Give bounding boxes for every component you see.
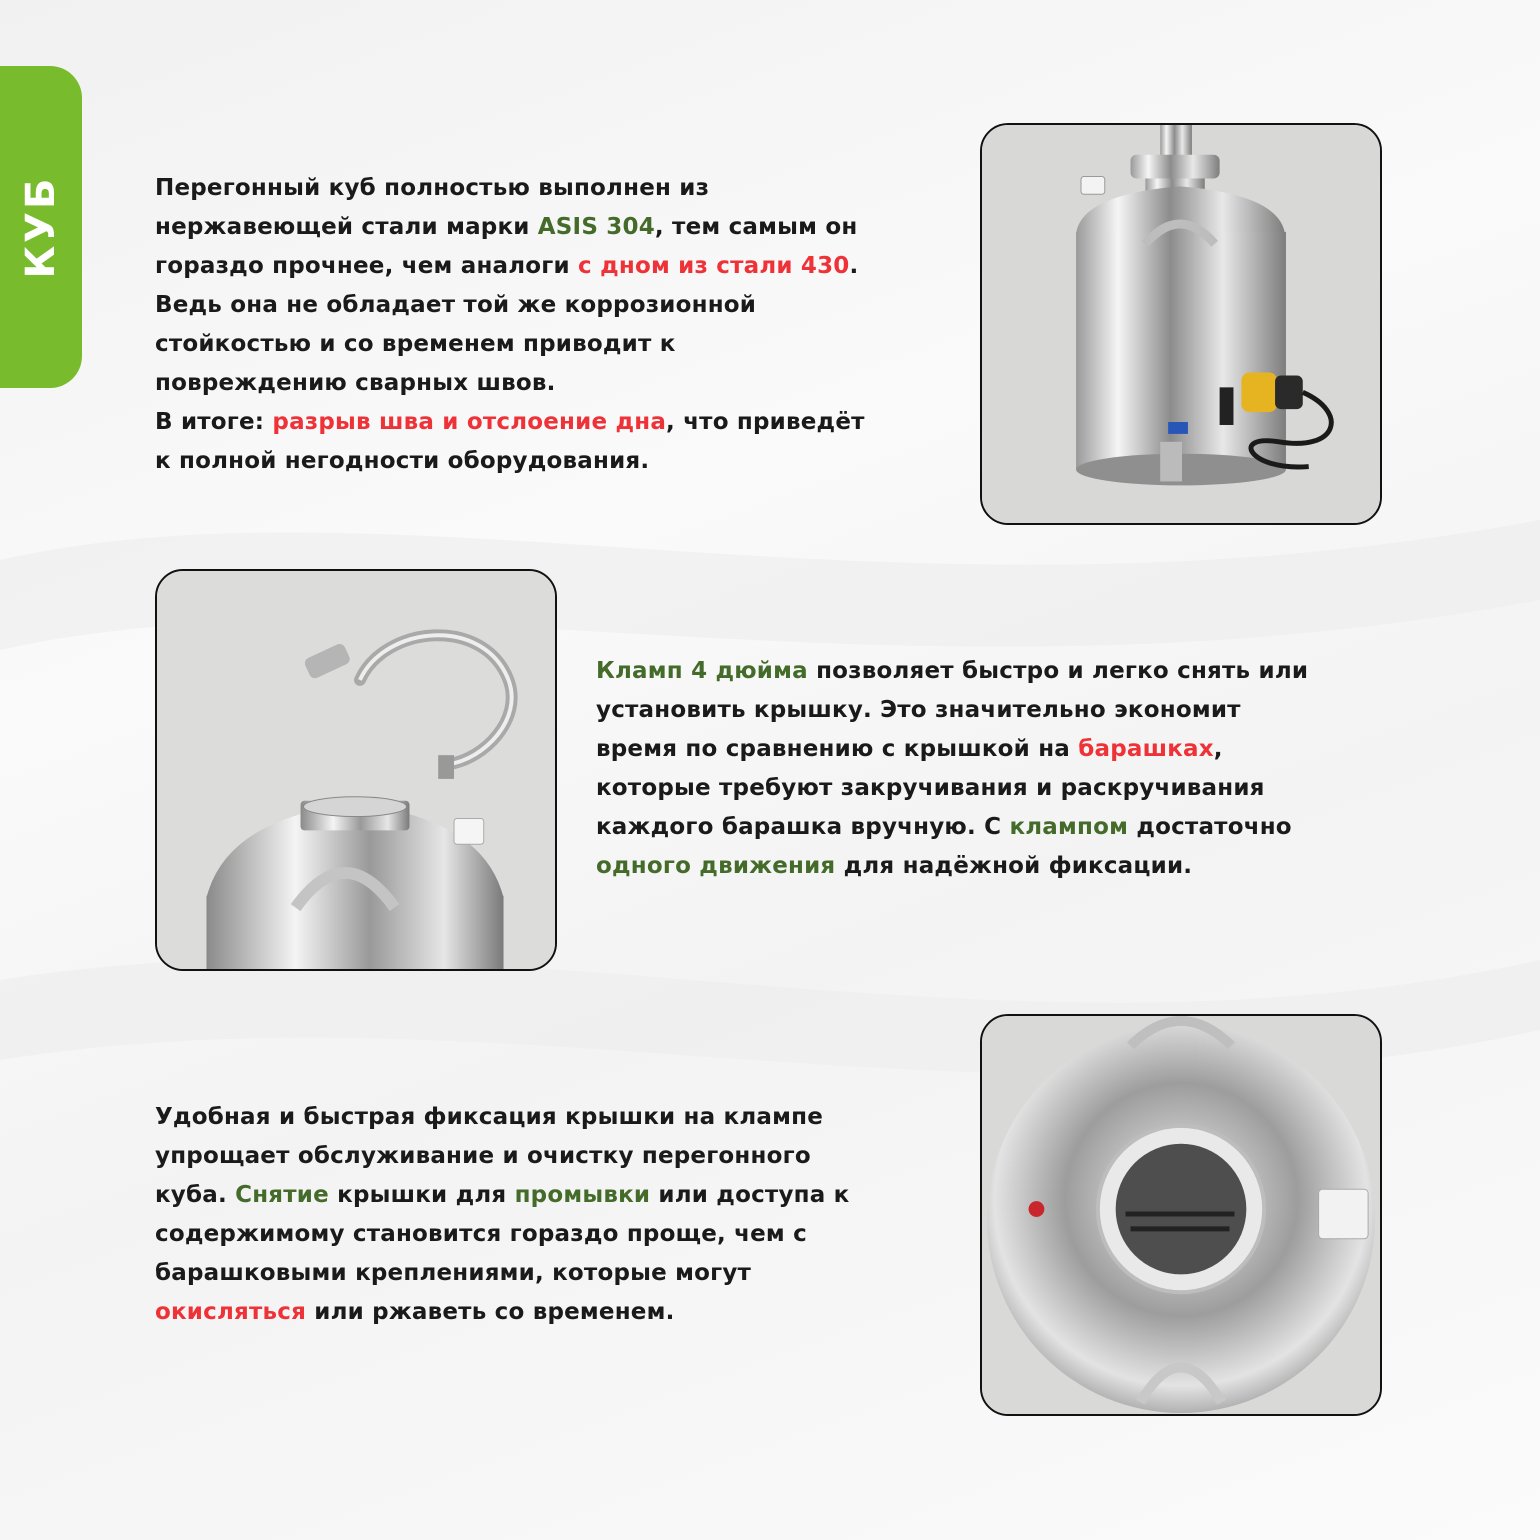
- text-segment: каждого барашка вручную. С: [596, 814, 1010, 840]
- highlight-green: ASIS 304: [537, 214, 655, 240]
- text-segment: ,: [1213, 736, 1223, 762]
- text-segment: , что приведёт: [666, 409, 865, 435]
- photo-top-view: [980, 1014, 1382, 1416]
- text-segment: упрощает обслуживание и очистку перегонного: [155, 1143, 811, 1169]
- text-segment: повреждению сварных швов.: [155, 370, 556, 396]
- text-line: [155, 1176, 849, 1215]
- text-segment: установить крышку. Это значительно экономит: [596, 697, 1241, 723]
- text-segment: .: [849, 253, 859, 279]
- text-segment: нержавеющей стали марки: [155, 214, 538, 240]
- text-line: [596, 730, 1308, 769]
- text-line: [155, 1293, 849, 1332]
- text-segment: для надёжной фиксации.: [835, 853, 1193, 879]
- text-line: [155, 1137, 849, 1176]
- highlight-red: окисляться: [155, 1299, 307, 1325]
- text-line: [155, 442, 865, 481]
- section-1-text: [155, 169, 865, 481]
- text-segment: достаточно: [1128, 814, 1292, 840]
- text-segment: В итоге:: [155, 409, 273, 435]
- text-line: [155, 325, 865, 364]
- text-segment: к полной негодности оборудования.: [155, 448, 650, 474]
- highlight-red: разрыв шва и отслоение дна: [272, 409, 667, 435]
- section-3-text: [155, 1098, 849, 1332]
- highlight-green: Снятие: [235, 1182, 329, 1208]
- text-segment: позволяет быстро и легко снять или: [807, 658, 1309, 684]
- text-segment: или ржаветь со временем.: [306, 1299, 675, 1325]
- text-segment: которые требуют закручивания и раскручивания: [596, 775, 1265, 801]
- highlight-red: барашках: [1078, 736, 1214, 762]
- text-segment: куба.: [155, 1182, 236, 1208]
- still-pot-illustration: [982, 125, 1380, 523]
- side-tab-label: КУБ: [18, 175, 64, 279]
- top-view-illustration: [982, 1016, 1380, 1414]
- text-line: [596, 769, 1308, 808]
- text-line: [596, 652, 1308, 691]
- text-line: [155, 286, 865, 325]
- text-line: [155, 364, 865, 403]
- text-segment: содержимому становится гораздо проще, чем с: [155, 1221, 807, 1247]
- highlight-green: промывки: [514, 1182, 651, 1208]
- text-line: [596, 847, 1308, 886]
- section-2-text: [596, 652, 1308, 886]
- text-line: [155, 1098, 849, 1137]
- text-line: [155, 208, 865, 247]
- text-segment: Перегонный куб полностью выполнен из: [155, 175, 710, 201]
- text-line: [596, 808, 1308, 847]
- highlight-red: с дном из стали 430: [578, 253, 850, 279]
- text-segment: время по сравнению с крышкой на: [596, 736, 1079, 762]
- text-segment: крышки для: [328, 1182, 515, 1208]
- text-line: [155, 403, 865, 442]
- text-line: [596, 691, 1308, 730]
- highlight-green: Кламп 4 дюйма: [596, 658, 808, 684]
- text-segment: барашковыми креплениями, которые могут: [155, 1260, 752, 1286]
- text-line: [155, 247, 865, 286]
- highlight-green: клампом: [1009, 814, 1129, 840]
- text-segment: Ведь она не обладает той же коррозионной: [155, 292, 757, 318]
- text-segment: , тем самым он: [654, 214, 858, 240]
- highlight-green: одного движения: [596, 853, 836, 879]
- text-segment: гораздо прочнее, чем аналоги: [155, 253, 579, 279]
- photo-clamp-lid: [155, 569, 557, 971]
- text-segment: Удобная и быстрая фиксация крышки на клампе: [155, 1104, 824, 1130]
- photo-still-pot: [980, 123, 1382, 525]
- text-segment: или доступа к: [650, 1182, 850, 1208]
- clamp-lid-illustration: [157, 571, 555, 969]
- text-line: [155, 1215, 849, 1254]
- text-line: [155, 169, 865, 208]
- text-segment: стойкостью и со временем приводит к: [155, 331, 676, 357]
- side-tab: [0, 66, 82, 388]
- text-line: [155, 1254, 849, 1293]
